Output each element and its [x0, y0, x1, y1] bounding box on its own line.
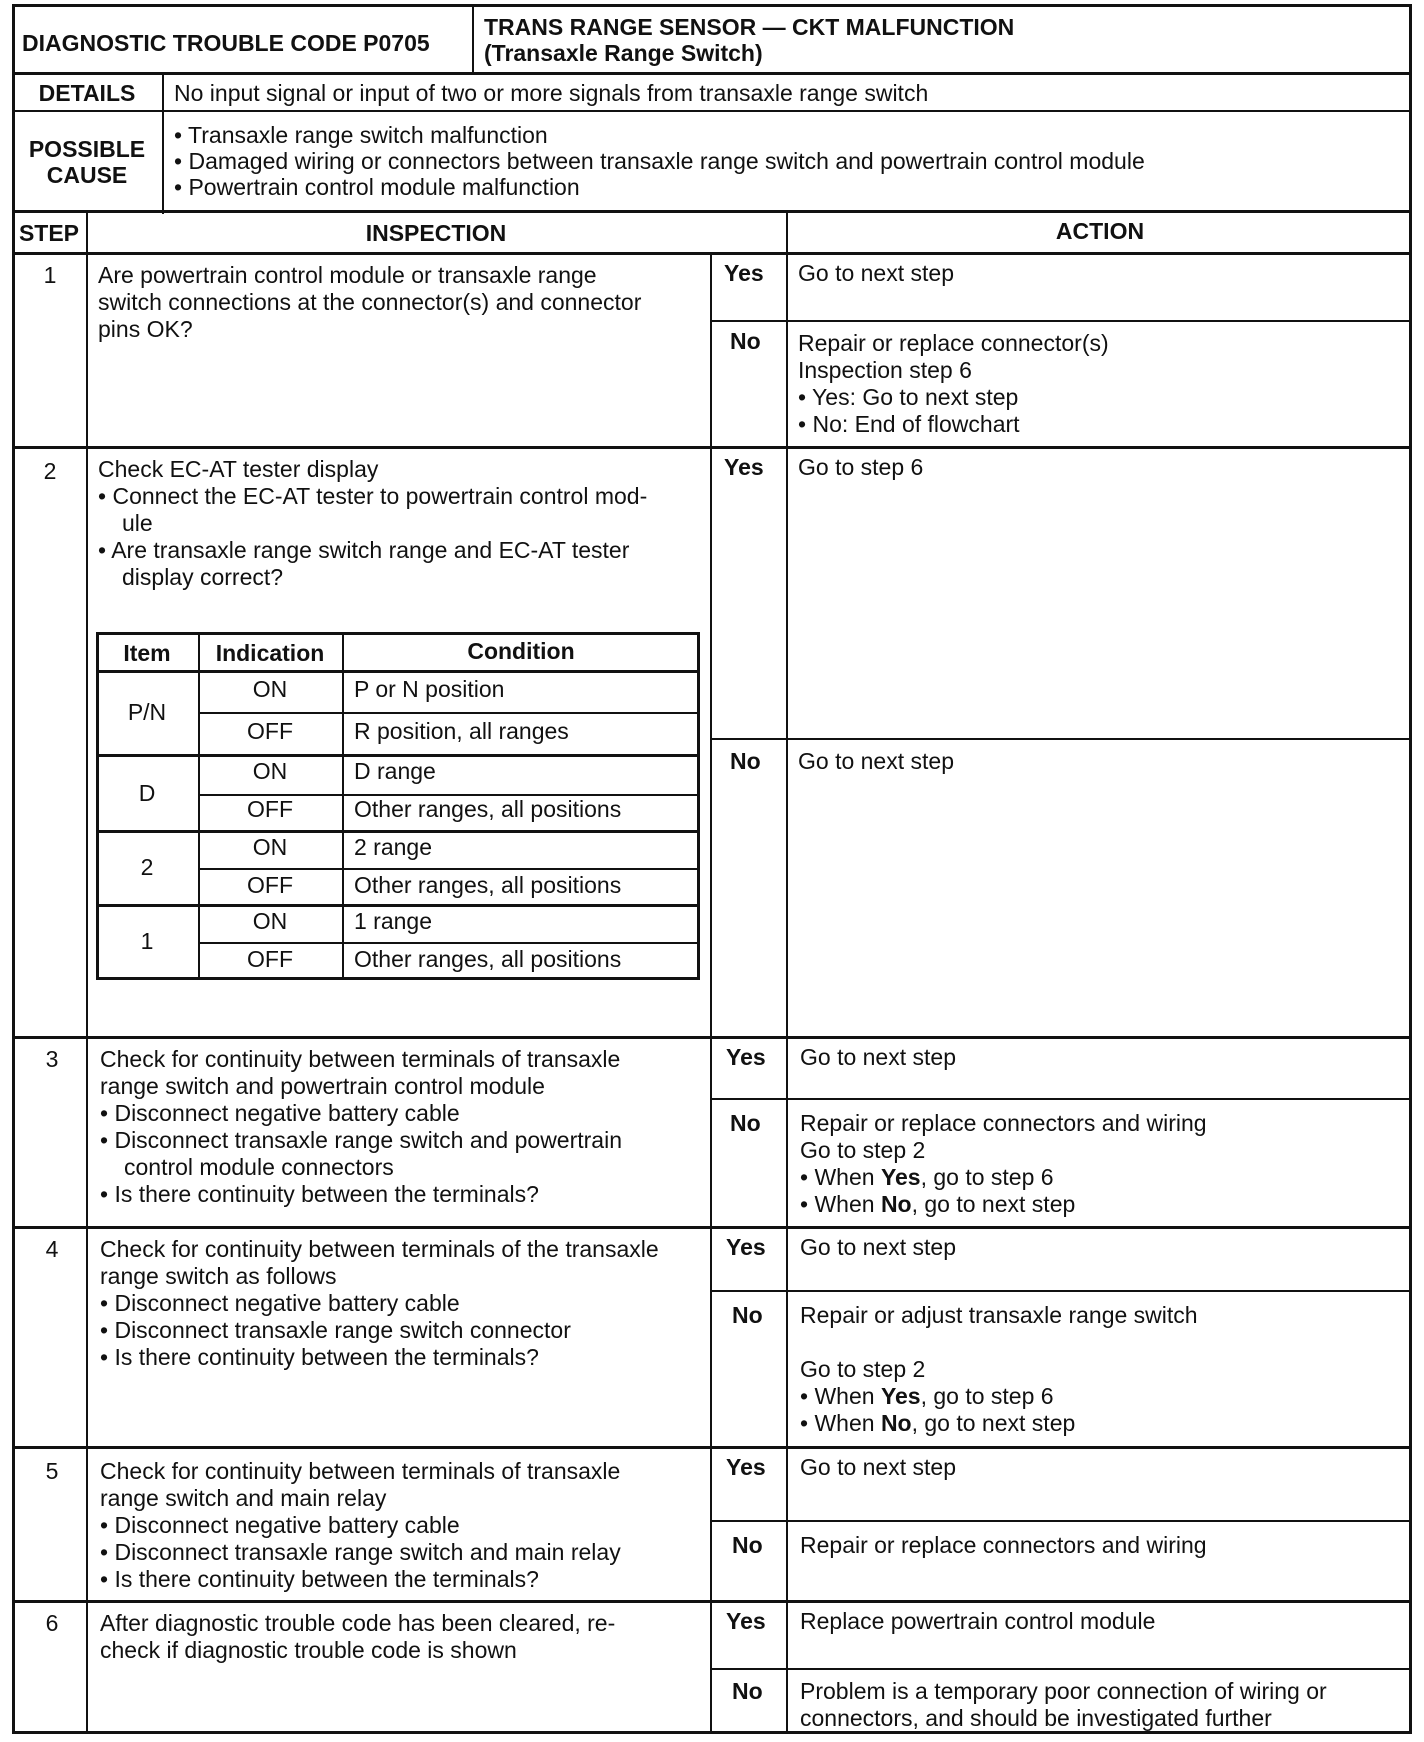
inspection-text: After diagnostic trouble code has been cleared, re-	[100, 1610, 616, 1636]
inspection-bullet: control module connectors	[124, 1154, 394, 1180]
step-number: 1	[43, 262, 57, 288]
no-action: Repair or replace connector(s)	[798, 330, 1109, 356]
divider	[12, 210, 1412, 213]
inspection-text: range switch and powertrain control module	[100, 1073, 545, 1099]
list-item	[800, 1191, 1075, 1218]
code-label: DIAGNOSTIC TROUBLE CODE P0705	[22, 30, 430, 56]
column-header-inspection: INSPECTION	[365, 220, 507, 246]
divider	[96, 904, 700, 907]
bullet: •	[100, 1539, 109, 1565]
table-indication: OFF	[247, 946, 293, 972]
divider	[710, 1290, 1412, 1292]
divider	[198, 942, 700, 944]
cause-item: Powertrain control module malfunction	[188, 174, 580, 200]
list-item	[100, 1539, 621, 1566]
bullet: •	[100, 1566, 109, 1592]
table-condition: D range	[354, 758, 436, 784]
inspection-text: check if diagnostic trouble code is shown	[100, 1637, 517, 1663]
list-item	[800, 1410, 1075, 1437]
inspection-bullet: Disconnect transaxle range switch connector	[114, 1317, 571, 1343]
step-number: 4	[45, 1236, 59, 1262]
cause-label: POSSIBLE	[28, 136, 146, 162]
no-bullet: No: End of flowchart	[812, 411, 1020, 437]
bullet: •	[100, 1344, 109, 1370]
divider	[12, 1036, 1412, 1039]
inspection-text: Check for continuity between terminals of transaxle	[100, 1458, 621, 1484]
list-item	[100, 1181, 539, 1208]
divider	[12, 1600, 1412, 1603]
table-condition: 2 range	[354, 834, 433, 860]
bullet: •	[798, 384, 807, 410]
bullet: •	[100, 1100, 109, 1126]
table-condition: 1 range	[354, 908, 433, 934]
bullet: •	[98, 483, 107, 509]
no-label: No	[730, 1110, 761, 1136]
divider	[710, 1520, 1412, 1522]
cause-label: CAUSE	[46, 162, 128, 188]
yes-label: Yes	[726, 1608, 766, 1634]
bullet: •	[100, 1127, 109, 1153]
inspection-bullet: Disconnect transaxle range switch and main relay	[114, 1539, 621, 1565]
divider	[12, 1226, 1412, 1229]
inspection-bullet: Disconnect negative battery cable	[114, 1512, 460, 1538]
divider	[12, 110, 1412, 112]
no-bullet: , go to next step	[911, 1410, 1076, 1436]
yes-action: Go to next step	[800, 1454, 956, 1480]
cause-item: Damaged wiring or connectors between transaxle range switch and powertrain control module	[188, 148, 1145, 174]
list-item	[800, 1164, 1054, 1191]
table-item: P/N	[127, 699, 167, 725]
inspection-bullet: Disconnect transaxle range switch and powertrain	[114, 1127, 622, 1153]
list-item	[174, 148, 1145, 175]
inspection-title: Check EC-AT tester display	[98, 456, 379, 482]
inspection-text: switch connections at the connector(s) and connector	[98, 289, 642, 315]
yes-label: Yes	[726, 1234, 766, 1260]
no-label: No	[732, 1678, 763, 1704]
no-label: No	[732, 1532, 763, 1558]
divider	[710, 1668, 1412, 1670]
no-bullet: When	[814, 1383, 881, 1409]
inspection-bullet: Are transaxle range switch range and EC-AT tester	[111, 537, 630, 563]
no-bullet-emphasis: No	[880, 1410, 912, 1436]
yes-action: Go to step 6	[798, 454, 924, 480]
page-subtitle: (Transaxle Range Switch)	[484, 40, 763, 66]
list-item	[798, 411, 1020, 438]
bullet: •	[100, 1512, 109, 1538]
table-header-condition: Condition	[467, 638, 575, 664]
details-label: DETAILS	[38, 80, 136, 106]
bullet: •	[98, 537, 107, 563]
no-action: Repair or replace connectors and wiring	[800, 1532, 1207, 1558]
list-item	[100, 1344, 539, 1371]
diagnostic-sheet	[12, 4, 1412, 1734]
no-label: No	[730, 328, 761, 354]
inspection-bullet: Is there continuity between the terminals?	[114, 1181, 539, 1207]
divider	[86, 210, 88, 1734]
page-title: TRANS RANGE SENSOR — CKT MALFUNCTION	[484, 14, 1015, 40]
table-indication: ON	[252, 834, 288, 860]
divider	[198, 868, 700, 870]
divider	[198, 712, 700, 714]
table-indication: ON	[252, 676, 288, 702]
step-number: 3	[45, 1046, 59, 1072]
no-bullet: , go to step 6	[920, 1383, 1054, 1409]
table-item: 2	[140, 854, 154, 880]
no-label: No	[732, 1302, 763, 1328]
divider	[96, 830, 700, 833]
inspection-bullet: Connect the EC-AT tester to powertrain control mod-	[112, 483, 648, 509]
table-indication: OFF	[247, 796, 293, 822]
no-action: Repair or replace connectors and wiring	[800, 1110, 1207, 1136]
table-item: 1	[140, 928, 154, 954]
yes-label: Yes	[726, 1454, 766, 1480]
table-condition: Other ranges, all positions	[354, 946, 622, 972]
bullet: •	[100, 1181, 109, 1207]
list-item	[100, 1566, 539, 1593]
divider	[12, 1446, 1412, 1449]
table-header-indication: Indication	[215, 640, 325, 666]
no-bullet-emphasis: Yes	[880, 1164, 921, 1190]
inspection-text: Check for continuity between terminals of the transaxle	[100, 1236, 659, 1262]
inspection-bullet: ule	[122, 510, 153, 536]
yes-action: Go to next step	[800, 1044, 956, 1070]
inspection-text: range switch and main relay	[100, 1485, 387, 1511]
no-bullet: When	[814, 1191, 881, 1217]
list-item	[174, 122, 548, 149]
bullet: •	[798, 411, 807, 437]
no-action: Go to next step	[798, 748, 954, 774]
no-action: connectors, and should be investigated further	[800, 1705, 1272, 1731]
inspection-bullet: Is there continuity between the terminals?	[114, 1566, 539, 1592]
list-item	[98, 483, 647, 510]
divider	[786, 254, 788, 1734]
table-condition: Other ranges, all positions	[354, 796, 622, 822]
bullet: •	[800, 1383, 809, 1409]
list-item	[174, 174, 580, 201]
bullet: •	[100, 1290, 109, 1316]
bullet: •	[800, 1191, 809, 1217]
column-header-step: STEP	[18, 220, 80, 246]
no-bullet-emphasis: Yes	[880, 1383, 921, 1409]
no-action: Problem is a temporary poor connection of wiring or	[800, 1678, 1327, 1704]
yes-label: Yes	[726, 1044, 766, 1070]
table-indication: ON	[252, 758, 288, 784]
yes-action: Go to next step	[798, 260, 954, 286]
list-item	[100, 1290, 460, 1317]
list-item	[798, 384, 1018, 411]
bullet: •	[800, 1410, 809, 1436]
yes-action: Replace powertrain control module	[800, 1608, 1156, 1634]
divider	[12, 252, 1412, 255]
table-condition: R position, all ranges	[354, 718, 569, 744]
bullet: •	[100, 1317, 109, 1343]
divider	[96, 670, 700, 673]
step-number: 5	[45, 1458, 59, 1484]
divider	[786, 210, 788, 254]
divider	[710, 254, 712, 1734]
divider	[472, 4, 474, 74]
no-action: Inspection step 6	[798, 357, 972, 383]
inspection-text: Are powertrain control module or transaxle range	[98, 262, 597, 288]
details-text: No input signal or input of two or more signals from transaxle range switch	[174, 80, 929, 106]
no-action: Repair or adjust transaxle range switch	[800, 1302, 1198, 1328]
yes-action: Go to next step	[800, 1234, 956, 1260]
step-number: 2	[43, 458, 57, 484]
table-indication: ON	[252, 908, 288, 934]
column-header-action: ACTION	[1055, 218, 1145, 244]
step-number: 6	[45, 1610, 59, 1636]
inspection-bullet: display correct?	[122, 564, 284, 590]
inspection-bullet: Is there continuity between the terminals?	[114, 1344, 539, 1370]
list-item	[98, 537, 629, 564]
divider	[96, 754, 700, 757]
yes-label: Yes	[724, 260, 764, 286]
bullet: •	[800, 1164, 809, 1190]
list-item	[100, 1127, 622, 1154]
table-header-item: Item	[123, 640, 171, 666]
table-item: D	[138, 780, 156, 806]
inspection-text: range switch as follows	[100, 1263, 337, 1289]
list-item	[100, 1317, 571, 1344]
inspection-bullet: Disconnect negative battery cable	[114, 1290, 460, 1316]
divider	[710, 320, 1412, 322]
no-action: Go to step 2	[800, 1137, 926, 1163]
divider	[162, 74, 164, 214]
table-indication: OFF	[247, 718, 293, 744]
divider	[710, 1098, 1412, 1100]
list-item	[100, 1512, 460, 1539]
no-bullet: Yes: Go to next step	[812, 384, 1019, 410]
yes-label: Yes	[724, 454, 764, 480]
no-bullet: , go to step 6	[920, 1164, 1054, 1190]
no-bullet: When	[814, 1410, 881, 1436]
no-bullet: , go to next step	[911, 1191, 1076, 1217]
list-item	[100, 1100, 460, 1127]
inspection-text: Check for continuity between terminals of transaxle	[100, 1046, 621, 1072]
table-condition: Other ranges, all positions	[354, 872, 622, 898]
bullet: •	[174, 174, 183, 200]
inspection-bullet: Disconnect negative battery cable	[114, 1100, 460, 1126]
divider	[12, 446, 1412, 449]
divider	[710, 738, 1412, 740]
table-indication: OFF	[247, 872, 293, 898]
bullet: •	[174, 148, 183, 174]
cause-item: Transaxle range switch malfunction	[188, 122, 548, 148]
bullet: •	[174, 122, 183, 148]
inspection-text: pins OK?	[98, 316, 193, 342]
table-condition: P or N position	[354, 676, 505, 702]
no-label: No	[730, 748, 761, 774]
no-bullet-emphasis: No	[880, 1191, 912, 1217]
no-action: Go to step 2	[800, 1356, 926, 1382]
divider	[342, 632, 344, 980]
no-bullet: When	[814, 1164, 881, 1190]
divider	[12, 72, 1412, 75]
list-item	[800, 1383, 1054, 1410]
